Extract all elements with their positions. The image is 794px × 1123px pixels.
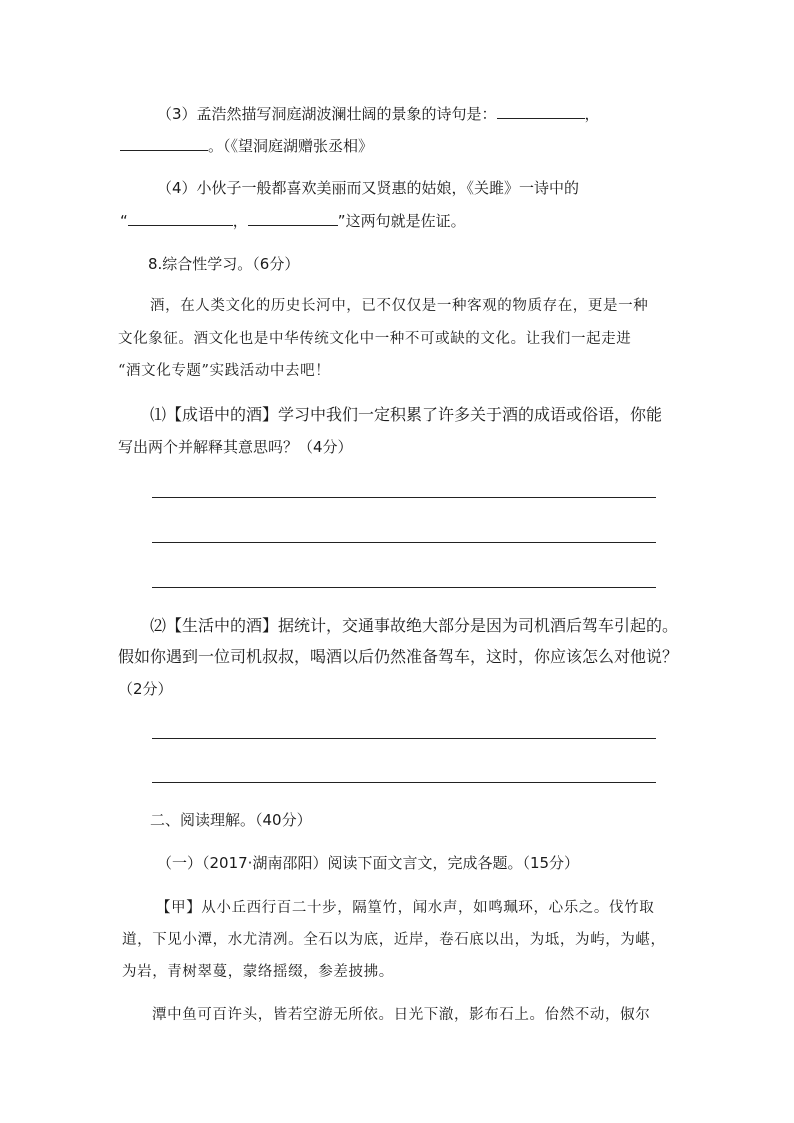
q7-item4-open-quote: “ bbox=[120, 212, 128, 230]
q8-sub2-line-3: （2分） bbox=[118, 680, 173, 698]
q7-item4-line2 bbox=[120, 210, 466, 231]
q8-sub1-line-1: ⑴【成语中的酒】学习中我们一定积累了许多关于酒的成语或俗语，你能 bbox=[150, 405, 663, 424]
answer-blank[interactable] bbox=[497, 103, 585, 119]
section2-part1-heading: （一）（2017·湖南邵阳）阅读下面文言文，完成各题。（15分） bbox=[157, 854, 580, 872]
answer-blank[interactable] bbox=[248, 210, 338, 226]
q8-sub2-line-1: ⑵【生活中的酒】据统计，交通事故绝大部分是因为司机酒后驾车引起的。 bbox=[150, 616, 679, 635]
q8-intro-line-1: 酒，在人类文化的历史长河中，已不仅仅是一种客观的物质存在，更是一种 bbox=[150, 298, 649, 314]
q7-item3-prefix: （3）孟浩然描写洞庭湖波澜壮阔的景象的诗句是： bbox=[157, 105, 497, 123]
answer-blank[interactable] bbox=[120, 135, 208, 151]
q7-item3-line2 bbox=[120, 135, 373, 156]
jia-line-2: 道，下见小潭，水尤清冽。全石以为底，近岸，卷石底以出，为坻，为屿，为嵁， bbox=[122, 932, 666, 948]
q7-item4-line1: （4）小伙子一般都喜欢美丽而又贤惠的姑娘，《关雎》一诗中的 bbox=[157, 179, 580, 197]
jia-line-3: 为岩，青树翠蔓，蒙络摇缀，参差披拂。 bbox=[122, 964, 394, 980]
q7-item4-mid-comma: ， bbox=[232, 212, 248, 230]
q7-item3-source: 。（《望洞庭湖赠张丞相》 bbox=[208, 137, 374, 155]
answer-line[interactable] bbox=[152, 738, 656, 739]
q8-sub1-line-2: 写出两个并解释其意思吗？（4分） bbox=[118, 438, 353, 456]
q8-intro-line-2: 文化象征。酒文化也是中华传统文化中一种不可或缺的文化。让我们一起走进 bbox=[118, 331, 632, 347]
answer-line[interactable] bbox=[152, 782, 656, 783]
q8-intro-line-3: “酒文化专题”实践活动中去吧！ bbox=[118, 363, 331, 379]
q7-item4-close-text: ”这两句就是佐证。 bbox=[337, 212, 466, 230]
q8-heading: 8.综合性学习。（6分） bbox=[148, 255, 300, 273]
answer-line[interactable] bbox=[152, 587, 656, 588]
q8-sub2-line-2: 假如你遇到一位司机叔叔，喝酒以后仍然准备驾车，这时，你应该怎么对他说？ bbox=[118, 647, 679, 666]
jia-line-1: 【甲】从小丘西行百二十步，隔篁竹，闻水声，如鸣珮环，心乐之。伐竹取 bbox=[156, 900, 655, 916]
answer-line[interactable] bbox=[152, 542, 656, 543]
q7-item3-comma: ， bbox=[584, 105, 600, 123]
section2-heading: 二、阅读理解。（40分） bbox=[150, 811, 312, 829]
passage-next-line: 潭中鱼可百许头，皆若空游无所依。日光下澈，影布石上。佁然不动，俶尔 bbox=[152, 1007, 651, 1023]
answer-line[interactable] bbox=[152, 497, 656, 498]
answer-blank[interactable] bbox=[128, 210, 233, 226]
q7-item3-line1 bbox=[157, 103, 600, 124]
